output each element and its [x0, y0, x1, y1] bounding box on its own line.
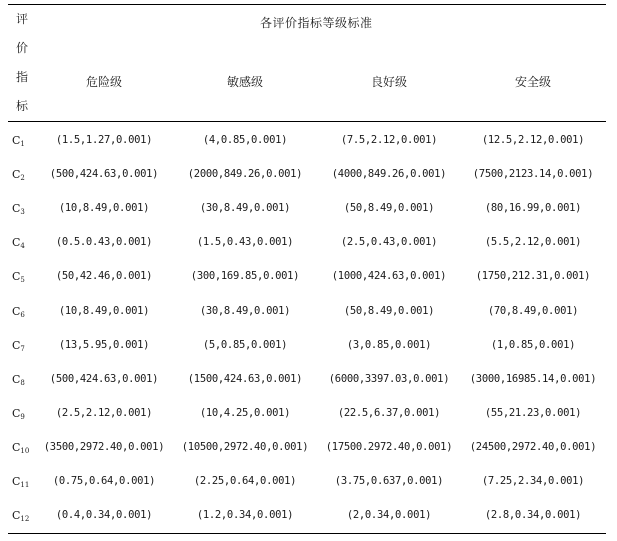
indicator-label — [12, 407, 25, 421]
grade-cell: (10,8.49,0.001) — [58, 202, 150, 215]
indicator-letter: C — [12, 236, 21, 250]
grade-cell: (50,8.49,0.001) — [343, 202, 435, 215]
table-row — [0, 202, 617, 222]
grade-cell: (500,424.63,0.001) — [49, 168, 159, 181]
grade-cell: (3500,2972.40,0.001) — [43, 440, 165, 453]
grade-cell: (70,8.49,0.001) — [487, 304, 579, 317]
indicator-label — [12, 168, 25, 182]
indicator-label — [12, 509, 29, 523]
indicator-index: 7 — [20, 344, 25, 353]
table-row — [0, 509, 617, 529]
table-row — [0, 236, 617, 256]
indicator-letter: C — [12, 338, 21, 352]
indicator-index: 1 — [20, 140, 25, 148]
grade-cell: (1.5,0.43,0.001) — [196, 236, 294, 249]
indicator-index: 9 — [20, 412, 25, 421]
top-rule — [8, 4, 606, 5]
grade-cell: (22.5,6.37,0.001) — [337, 406, 441, 419]
indicator-letter: C — [12, 304, 21, 318]
header-char: 评 — [15, 12, 28, 26]
grade-cell: (13,5.95,0.001) — [58, 338, 150, 351]
grade-cell: (3.75,0.637,0.001) — [334, 475, 444, 487]
grade-header-good: 良好级 — [370, 75, 408, 89]
indicator-label — [12, 202, 25, 216]
indicator-letter: C — [12, 202, 21, 216]
grade-cell: (3,0.85,0.001) — [346, 338, 432, 351]
grade-cell: (2000,849.26,0.001) — [187, 168, 303, 181]
grade-cell: (1750,212.31,0.001) — [475, 270, 591, 283]
indicator-index: 3 — [20, 208, 25, 217]
grade-cell: (80,16.99,0.001) — [484, 202, 582, 215]
grade-standards-title: 各评价指标等级标准 — [260, 16, 373, 30]
grade-cell: (10,8.49,0.001) — [58, 304, 150, 317]
indicator-letter: C — [12, 440, 21, 454]
grade-header-safe: 安全级 — [514, 75, 552, 89]
indicator-index: 8 — [20, 378, 25, 387]
table-row — [0, 441, 617, 461]
grade-header-sensitive: 敏感级 — [226, 75, 264, 89]
header-char: 指 — [15, 70, 28, 84]
grade-cell: (10500,2972.40,0.001) — [181, 440, 309, 453]
indicator-label — [12, 236, 25, 250]
table-row — [0, 270, 617, 290]
grade-cell: (10,4.25,0.001) — [199, 406, 291, 419]
indicator-index: 4 — [20, 242, 25, 251]
table-row — [0, 373, 617, 393]
grade-cell: (50,8.49,0.001) — [343, 304, 435, 317]
grade-cell: (1.2,0.34,0.001) — [196, 509, 294, 522]
indicator-index: 2 — [20, 174, 25, 183]
indicator-label — [12, 305, 25, 319]
indicator-index: 5 — [20, 276, 25, 285]
grade-cell: (7500,2123.14,0.001) — [472, 168, 594, 181]
grade-cell: (1500,424.63,0.001) — [187, 372, 303, 385]
grade-cell: (4,0.85,0.001) — [202, 134, 288, 146]
grade-cell: (7.25,2.34,0.001) — [481, 475, 585, 487]
grade-cell: (2,0.34,0.001) — [346, 509, 432, 522]
indicator-letter: C — [12, 270, 21, 284]
grade-cell: (17500.2972.40,0.001) — [325, 440, 453, 453]
grade-cell: (500,424.63,0.001) — [49, 372, 159, 385]
indicator-label — [12, 270, 25, 284]
grade-cell: (55,21.23,0.001) — [484, 406, 582, 419]
table-row — [0, 305, 617, 325]
indicator-label — [12, 373, 25, 387]
header-char: 价 — [15, 41, 28, 55]
grade-cell: (0.5.0.43,0.001) — [55, 236, 153, 249]
grade-cell: (6000,3397.03,0.001) — [328, 372, 450, 385]
grade-cell: (24500,2972.40,0.001) — [469, 440, 597, 453]
table-row — [0, 134, 617, 154]
grade-cell: (7.5,2.12,0.001) — [340, 134, 438, 146]
grade-cell: (0.4,0.34,0.001) — [55, 509, 153, 522]
grade-cell: (30,8.49,0.001) — [199, 202, 291, 215]
grade-cell: (0.75,0.64,0.001) — [52, 475, 156, 487]
header-rule — [8, 121, 606, 122]
indicator-letter: C — [12, 134, 21, 147]
grade-cell: (2.5,2.12,0.001) — [55, 406, 153, 419]
header-char: 标 — [15, 99, 28, 113]
table-row — [0, 168, 617, 188]
grade-cell: (12.5,2.12,0.001) — [481, 134, 585, 146]
grade-cell: (1000,424.63,0.001) — [331, 270, 447, 283]
grade-header-danger: 危险级 — [85, 75, 123, 89]
indicator-label — [12, 441, 29, 455]
grade-cell: (300,169.85,0.001) — [190, 270, 300, 283]
grade-cell: (2.5,0.43,0.001) — [340, 236, 438, 249]
grade-cell: (1,0.85,0.001) — [490, 338, 576, 351]
indicator-letter: C — [12, 168, 21, 182]
grade-cell: (4000,849.26,0.001) — [331, 168, 447, 181]
grade-cell: (50,42.46,0.001) — [55, 270, 153, 283]
indicator-label — [12, 475, 29, 489]
table-row — [0, 475, 617, 495]
indicator-index: 10 — [20, 446, 30, 455]
grade-cell: (3000,16985.14,0.001) — [469, 372, 597, 385]
indicator-index: 11 — [20, 481, 30, 489]
bottom-rule — [8, 533, 606, 534]
table-row — [0, 407, 617, 427]
grade-cell: (5,0.85,0.001) — [202, 338, 288, 351]
indicator-label — [12, 339, 25, 353]
grade-cell: (1.5,1.27,0.001) — [55, 134, 153, 146]
indicator-index: 6 — [20, 310, 25, 319]
grade-cell: (30,8.49,0.001) — [199, 304, 291, 317]
table-row — [0, 339, 617, 359]
indicator-letter: C — [12, 475, 21, 488]
indicator-letter: C — [12, 372, 21, 386]
indicator-label — [12, 134, 25, 148]
indicator-letter: C — [12, 406, 21, 420]
indicator-index: 12 — [20, 515, 30, 524]
grade-cell: (2.8,0.34,0.001) — [484, 509, 582, 522]
grade-cell: (5.5,2.12,0.001) — [484, 236, 582, 249]
indicator-letter: C — [12, 509, 21, 523]
grade-cell: (2.25,0.64,0.001) — [193, 475, 297, 487]
indicator-column-header — [12, 12, 32, 128]
